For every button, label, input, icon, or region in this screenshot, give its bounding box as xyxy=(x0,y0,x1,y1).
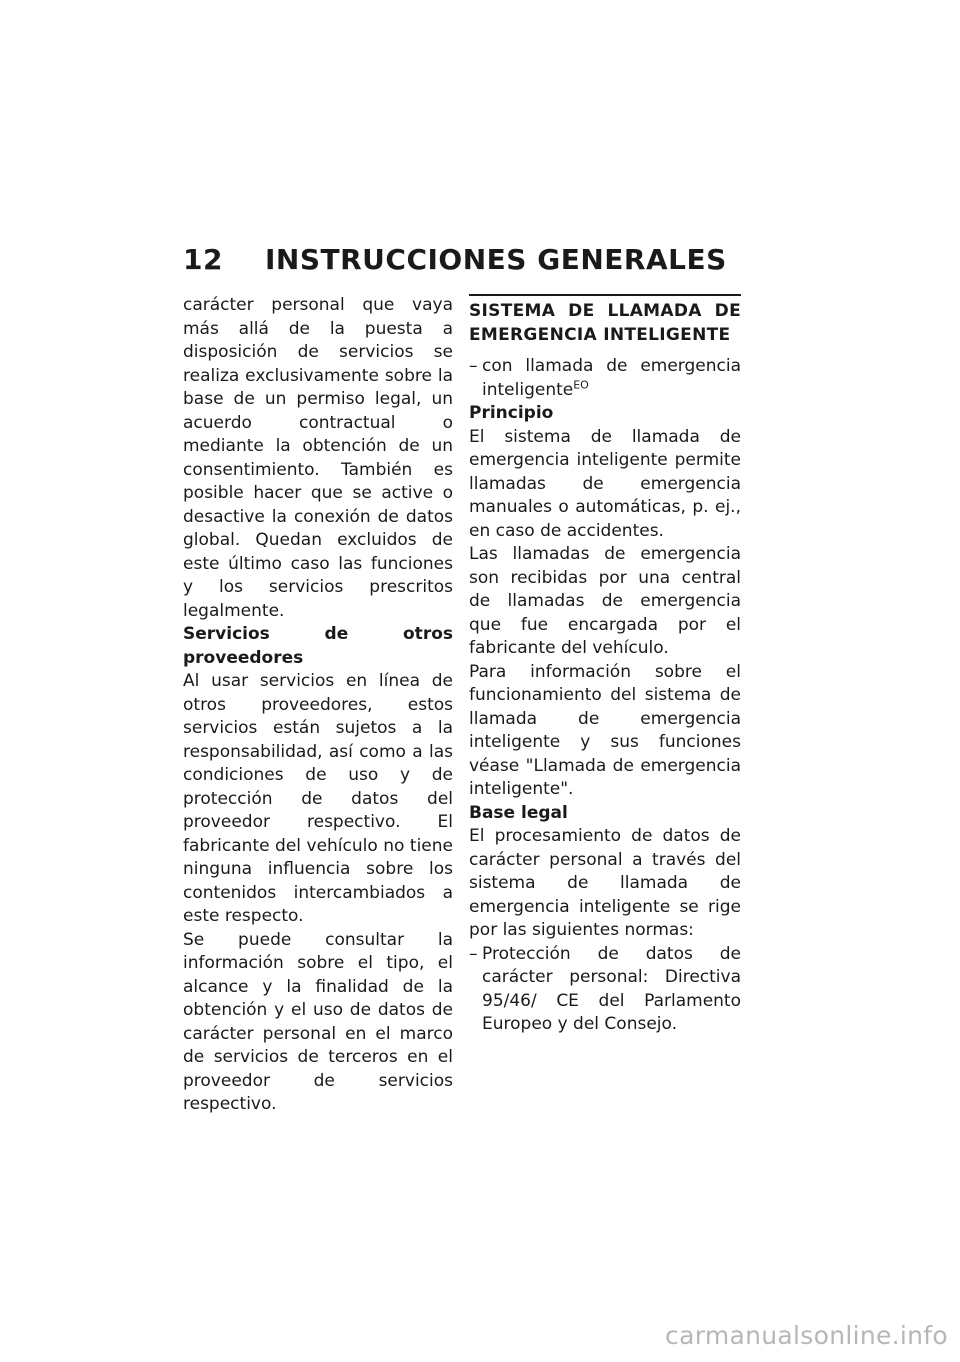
paragraph: Para información sobre el funcionamiento del sistema de llamada de emergencia inteligente y sus funciones véase "Llamada de emergencia inteligente". xyxy=(469,661,741,799)
subheading-principle: Principio xyxy=(469,403,554,423)
page-header xyxy=(183,240,727,280)
page-number: 12 xyxy=(183,243,223,276)
page-title: INSTRUCCIONES GENERALES xyxy=(265,243,727,276)
paragraph: El sistema de llamada de emergencia inteligente permite llamadas de emergencia manuales o automáticas, p. ej., en caso de accidentes. xyxy=(469,426,741,541)
intro-paragraph: carácter personal que vaya más allá de la puesta a disposición de servicios se realiza exclusivamente sobre la base de un permiso legal, un acuerdo contractual o mediante la obtención de un consentimiento. También es posible hacer que se active o desactive la conexión de datos global. Quedan excluidos de este último caso las funciones y los servicios prescritos legalmente. xyxy=(183,295,453,621)
right-column xyxy=(469,294,741,1037)
legal-item: – Protección de datos de carácter personal: Directiva 95/46/ CE del Parlamento Europeo y del Consejo. xyxy=(469,943,741,1037)
paragraph: Las llamadas de emergencia son recibidas por una central de llamadas de emergencia que fue encargada por el fabricante del vehículo. xyxy=(469,544,741,658)
subheading-legal: Base legal xyxy=(469,802,568,823)
feature-text: con llamada de emergencia inteligente xyxy=(482,356,741,400)
feature-item xyxy=(469,355,741,402)
left-column xyxy=(183,294,453,1117)
paragraph: Al usar servicios en línea de otros proveedores, estos servicios están sujetos a la responsabilidad, así como a las condiciones de uso y de protección de datos del proveedor respectivo. El fabricante del vehículo no tiene ninguna influencia sobre los contenidos intercambiados a este respecto. xyxy=(183,671,453,926)
watermark: carmanualsonline.info xyxy=(665,1321,948,1350)
paragraph: Se puede consultar la información sobre el tipo, el alcance y la finalidad de la obtención y el uso de datos de carácter personal en el marco de servicios de terceros en el proveedor de servicios respectivo. xyxy=(183,929,453,1114)
paragraph: El procesamiento de datos de carácter personal a través del sistema de llamada de emergencia inteligente se rige por las siguientes normas: xyxy=(469,826,741,940)
subheading-other-providers: Servicios de otros proveedores xyxy=(183,624,453,668)
feature-code: EO xyxy=(573,377,589,391)
feature-list xyxy=(469,355,741,402)
legal-list xyxy=(469,943,741,1037)
section-title: SISTEMA DE LLAMADA DE EMERGENCIA INTELIGENTE xyxy=(469,294,741,347)
